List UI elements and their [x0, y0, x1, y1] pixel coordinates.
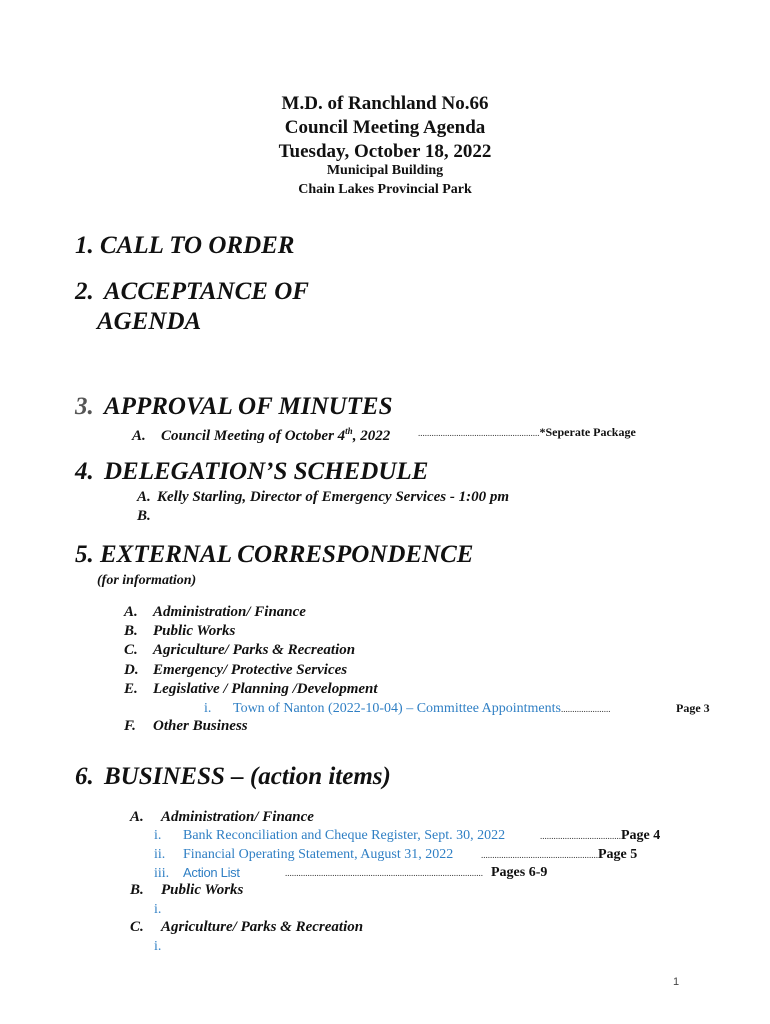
meeting-date: Tuesday, October 18, 2022	[278, 141, 492, 162]
business-item-a: A. Administration/ Finance	[130, 809, 314, 825]
minutes-item-a: A. Council Meeting of October 4th, 2022	[132, 426, 391, 444]
section-acceptance-of-agenda	[75, 277, 309, 307]
section-external-correspondence	[75, 540, 473, 570]
section-number: 1.	[75, 232, 94, 259]
page-ref: ........................................................................................ Pages 6-9	[285, 865, 548, 880]
business-item-a-i[interactable]: i. Bank Reconciliation and Cheque Register, Sept. 30, 2022	[154, 828, 506, 843]
business-item-b-i: i.	[154, 902, 162, 917]
section-title: APPROVAL OF MINUTES	[104, 393, 393, 420]
section-title: ACCEPTANCE OF	[104, 278, 309, 305]
section-title: BUSINESS – (action items)	[104, 763, 391, 790]
link-action-list[interactable]: Action List	[183, 865, 240, 880]
correspondence-item-d: D. Emergency/ Protective Services	[124, 662, 348, 678]
section-title: EXTERNAL CORRESPONDENCE	[100, 541, 474, 568]
section-approval-of-minutes	[75, 392, 392, 422]
section-delegations-schedule	[75, 457, 428, 487]
section-title-continued: AGENDA	[97, 308, 202, 335]
agenda-title: Council Meeting Agenda	[284, 117, 486, 138]
org-title: M.D. of Ranchland No.66	[281, 93, 489, 114]
page-ref: Page 3	[676, 701, 710, 715]
link-bank-reconciliation[interactable]: Bank Reconciliation and Cheque Register, Sept. 30, 2022	[183, 828, 506, 843]
meeting-location: Municipal Building	[326, 163, 444, 178]
delegation-item-b: B.	[137, 508, 151, 524]
page-number: 1	[673, 976, 680, 988]
correspondence-note: (for information)	[97, 573, 197, 588]
correspondence-item-f: F. Other Business	[124, 718, 248, 734]
correspondence-item-e-i[interactable]: i. Town of Nanton (2022-10-04) – Committee Appointments......................	[204, 701, 611, 716]
meeting-venue: Chain Lakes Provincial Park	[298, 182, 472, 197]
business-item-a-iii[interactable]: iii. Action List	[154, 865, 240, 881]
page-ref: ....................................Page 4	[540, 828, 661, 843]
correspondence-item-b: B. Public Works	[124, 623, 236, 639]
section-title: DELEGATION’S SCHEDULE	[104, 458, 429, 485]
business-item-a-ii[interactable]: ii. Financial Operating Statement, August 31, 2022	[154, 847, 454, 862]
business-item-c-i: i.	[154, 939, 162, 954]
link-financial-operating-statement[interactable]: Financial Operating Statement, August 31, 2022	[183, 847, 454, 862]
delegation-item-a: A. Kelly Starling, Director of Emergency Services - 1:00 pm	[137, 489, 510, 505]
section-business	[75, 762, 391, 792]
link-town-of-nanton[interactable]: Town of Nanton (2022-10-04) – Committee Appointments	[233, 701, 561, 716]
section-number: 5.	[75, 541, 94, 568]
business-item-b: B. Public Works	[130, 882, 244, 898]
business-item-c: C. Agriculture/ Parks & Recreation	[130, 919, 364, 935]
correspondence-item-c: C. Agriculture/ Parks & Recreation	[124, 642, 356, 658]
minutes-item-a-ref: ......................................................*Seperate Package	[418, 425, 636, 439]
section-number: 3.	[75, 393, 94, 420]
page-ref: ....................................................Page 5	[481, 847, 638, 862]
section-number: 2.	[75, 278, 94, 305]
section-title: CALL TO ORDER	[100, 232, 295, 259]
section-call-to-order	[75, 231, 294, 261]
correspondence-item-e: E. Legislative / Planning /Development	[124, 681, 378, 697]
correspondence-item-a: A. Administration/ Finance	[124, 604, 306, 620]
section-number: 6.	[75, 763, 94, 790]
section-number: 4.	[75, 458, 94, 485]
